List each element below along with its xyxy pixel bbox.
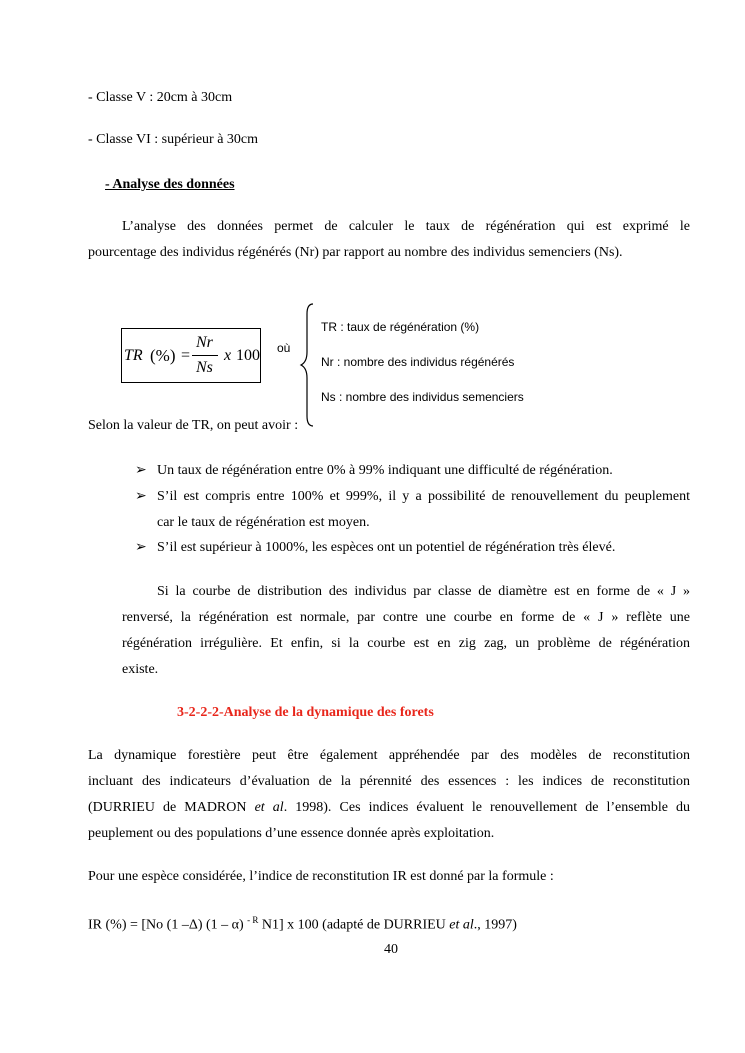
class-v-line: - Classe V : 20cm à 30cm xyxy=(88,90,233,105)
formula-times: x xyxy=(224,347,232,364)
bullet-2-line-1: S’il est compris entre 100% et 999%, il y a possibilité de renouvellement du peuplement xyxy=(157,489,690,504)
bullet-2-line-2: car le taux de régénération est moyen. xyxy=(157,515,370,530)
arrow-bullet-icon: ➢ xyxy=(135,540,147,555)
legend-brace xyxy=(298,300,318,430)
legend-tr: TR : taux de régénération (%) xyxy=(321,320,480,334)
section-heading: - Analyse des données xyxy=(105,177,235,192)
formula-denominator: Ns xyxy=(196,359,213,376)
curve-line-2: renversé, la régénération est normale, par contre une courbe en forme de « J » reflète une xyxy=(122,610,690,625)
formula-lhs: TR xyxy=(124,347,143,364)
bullet-3: S’il est supérieur à 1000%, les espèces ont un potentiel de régénération très élevé. xyxy=(157,540,616,555)
formula-percent: (%) xyxy=(150,346,176,365)
curve-line-4: existe. xyxy=(122,662,159,677)
dynamics-line-4: peuplement ou des populations d’une essence donnée après exploitation. xyxy=(88,826,495,841)
page-number: 40 xyxy=(384,942,398,957)
bullet-1: Un taux de régénération entre 0% à 99% indiquant une difficulté de régénération. xyxy=(157,463,613,478)
subsection-heading: 3-2-2-2-Analyse de la dynamique des forets xyxy=(177,705,434,720)
arrow-bullet-icon: ➢ xyxy=(135,463,147,478)
legend-nr: Nr : nombre des individus régénérés xyxy=(321,355,515,369)
fraction-bar xyxy=(192,355,218,356)
intro-line-1: L’analyse des données permet de calculer le taux de régénération qui est exprimé le xyxy=(122,219,690,234)
dynamics-line-1: La dynamique forestière peut être également appréhendée par des modèles de reconstitution xyxy=(88,748,690,763)
formula-factor: 100 xyxy=(236,347,260,364)
legend-ns: Ns : nombre des individus semenciers xyxy=(321,390,524,404)
curve-line-1: Si la courbe de distribution des individus par classe de diamètre est en forme de « J » xyxy=(157,584,690,599)
curve-line-3: régénération irrégulière. Et enfin, si la courbe est en zig zag, un problème de régénération xyxy=(122,636,690,651)
where-label: où xyxy=(277,341,291,355)
tr-intro: Selon la valeur de TR, on peut avoir : xyxy=(88,418,299,433)
formula-equals: = xyxy=(181,347,191,364)
dynamics-line-3: (DURRIEU de MADRON et al. 1998). Ces indices évaluent le renouvellement de l’ensemble du xyxy=(88,800,691,815)
formula-numerator: Nr xyxy=(196,334,213,351)
tr-formula xyxy=(121,328,261,383)
ir-intro: Pour une espèce considérée, l’indice de reconstitution IR est donné par la formule : xyxy=(88,869,554,884)
ir-formula: IR (%) = [No (1 –Δ) (1 – α) $^{- R}$ N1] x 100 (adapté de DURRIEU et al., 1997) xyxy=(88,915,517,933)
arrow-bullet-icon: ➢ xyxy=(135,489,147,504)
class-vi-line: - Classe VI : supérieur à 30cm xyxy=(88,132,259,147)
intro-line-2: pourcentage des individus régénérés (Nr) par rapport au nombre des individus semenciers (Ns). xyxy=(88,245,623,260)
dynamics-line-2: incluant des indicateurs d’évaluation de la pérennité des essences : les indices de reconstitution xyxy=(88,774,690,789)
